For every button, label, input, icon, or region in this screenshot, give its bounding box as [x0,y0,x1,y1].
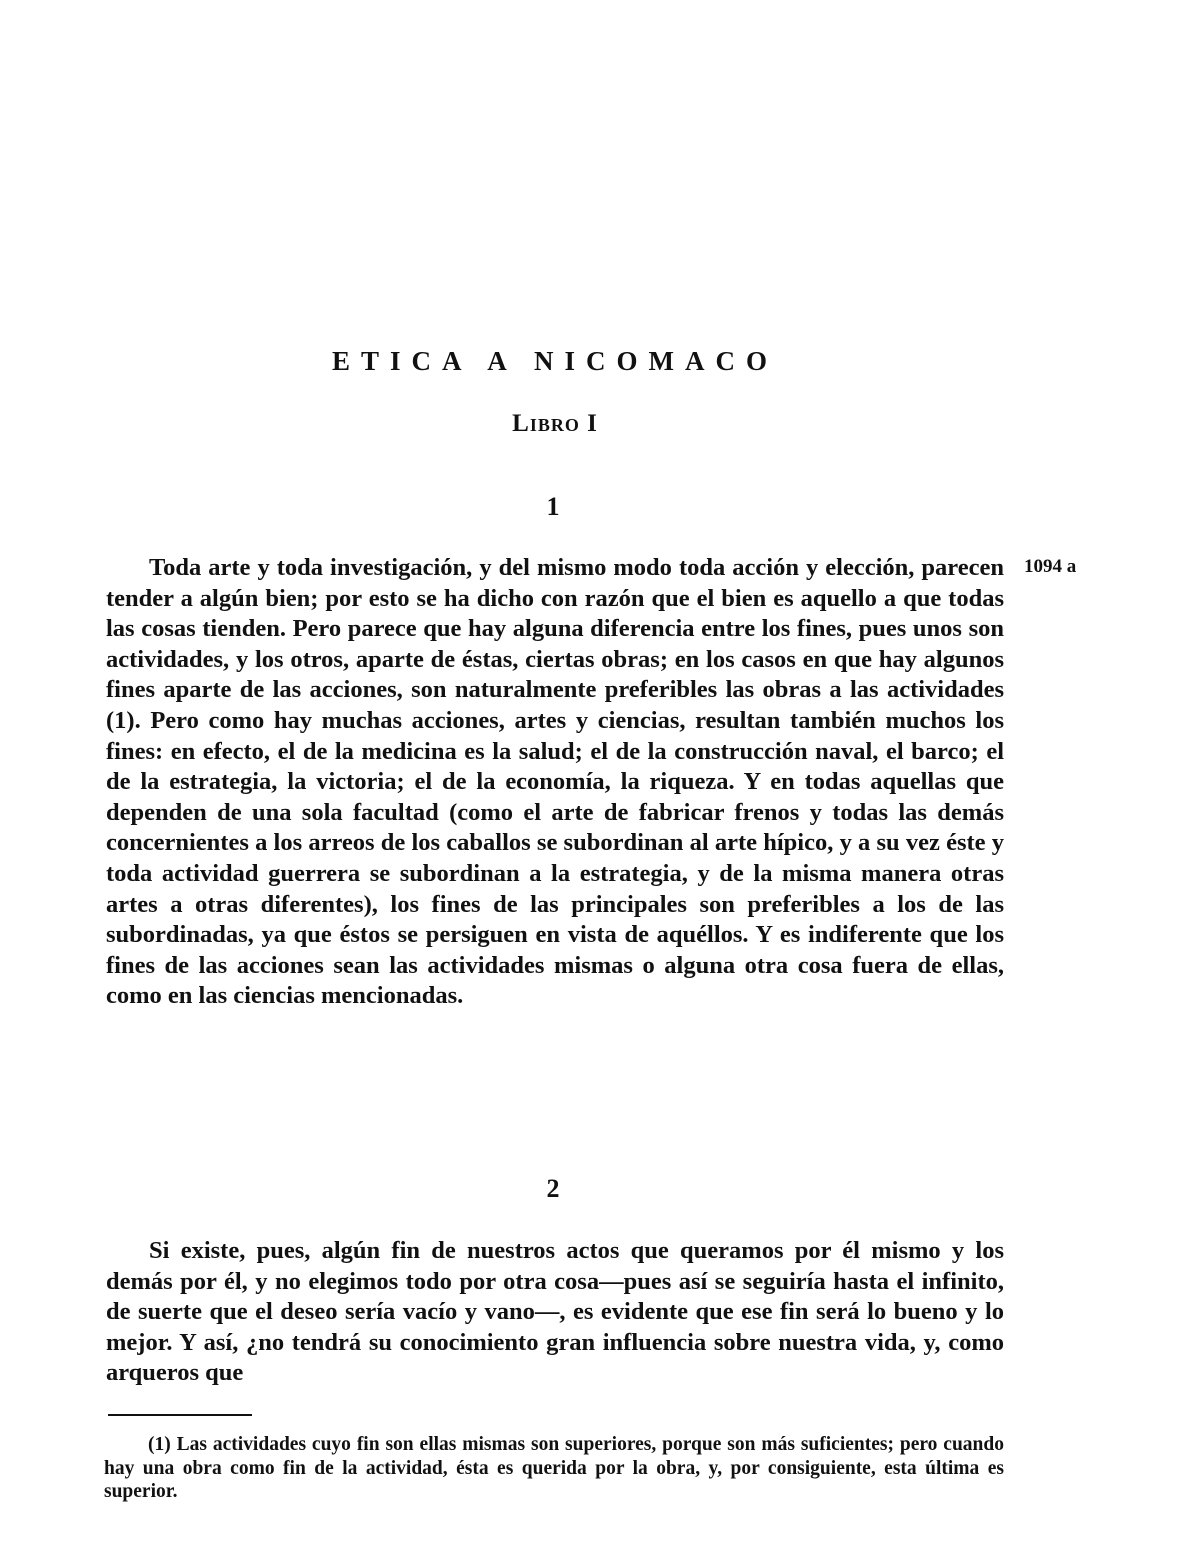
bekker-margin-reference: 1094 a [1024,556,1077,577]
section-1-paragraph: Toda arte y toda investigación, y del mismo modo toda acción y elección, parecen tender a algún bien; por esto se ha dicho con razón que el bien es aquello a que todas las cosas tienden. Pero parece que hay alguna diferencia entre los fines, pues unos son actividades, y los otros, aparte de éstas, ciertas obras; en los casos en que hay algunos fines aparte de las acciones, son naturalmente preferibles las obras a las actividades (1). Pero como hay muchas acciones, artes y ciencias, resultan también muchos los fines: en efecto, el de la medicina es la salud; el de la construcción naval, el barco; el de la estrategia, la victoria; el de la economía, la riqueza. Y en todas aquellas que dependen de una sola facultad (como el arte de fabricar frenos y todas las demás concernientes a los arreos de los caballos se subordinan al arte hípico, y a su vez éste y toda actividad guerrera se subordinan a la estrategia, y de la misma manera otras artes a otras diferentes), los fines de las principales son preferibles a los de las subordinadas, ya que éstos se persiguen en vista de aquéllos. Y es indiferente que los fines de las acciones sean las actividades mismas o alguna otra cosa fuera de ellas, como en las ciencias mencionadas. [106,554,1004,1010]
book-heading: Libro I [512,410,598,437]
footnote-divider [108,1414,252,1416]
section-number-1: 1 [546,492,560,521]
section-2-paragraph: Si existe, pues, algún fin de nuestros actos que queramos por él mismo y los demás por él, y no elegimos todo por otra cosa—pues así se seguiría hasta el infinito, de suerte que el deseo sería vacío y vano—, es evidente que ese fin será lo bueno y lo mejor. Y así, ¿no tendrá su conocimiento gran influencia sobre nuestra vida, y, como arqueros que [106,1237,1004,1387]
section-number-2: 2 [546,1174,560,1203]
work-title: ETICA A NICOMACO [331,346,779,376]
footnote: (1) Las actividades cuyo fin son ellas mismas son superiores, porque son más suficientes; pero cuando hay una obra como fin de la actividad, ésta es querida por la obra, y, por consiguiente, esta última es superior. [104,1434,1004,1502]
